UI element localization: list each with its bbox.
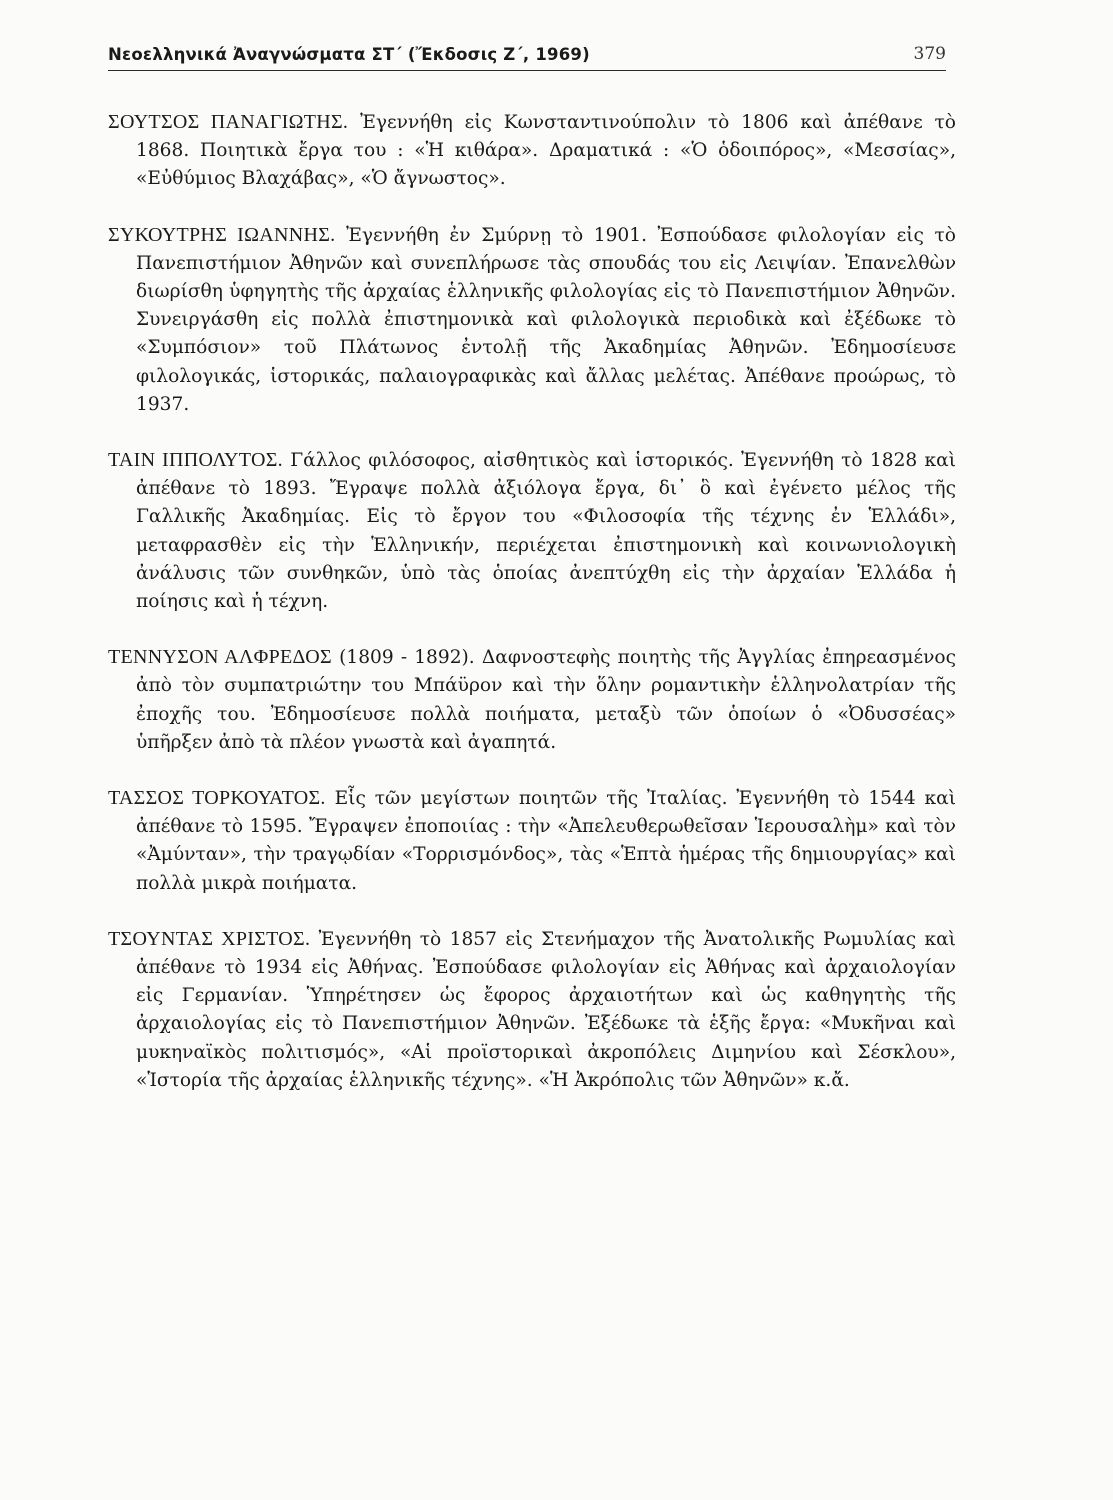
entry-soutsos <box>108 108 956 194</box>
entries-list <box>108 108 956 1122</box>
entry-text: Γάλλος φιλόσοφος, αἰσθητικὸς καὶ ἱστορικός. Ἐγεννήθη τὸ 1828 καὶ ἀπέθανε τὸ 1893. Ἔγραψε πολλὰ ἀξιόλογα ἔργα, δι᾽ ὃ καὶ ἐγένετο μέλος τῆς Γαλλικῆς Ἀκαδημίας. Εἰς τὸ ἔργον του «Φιλοσοφία τῆς τέχνης ἐν Ἑλλάδι», μεταφρασθὲν εἰς τὴν Ἑλληνικήν, περιέχεται ἐπιστημονικὴ καὶ κοινωνιολογικὴ ἀνάλυσις τῶν συνθηκῶν, ὑπὸ τὰς ὁποίας ἀνεπτύχθη εἰς τὴν ἀρχαίαν Ἑλλάδα ἡ ποίησις καὶ ἡ τέχνη. <box>136 450 957 613</box>
entry-name: ΣΥΚΟΥΤΡΗΣ ΙΩΑΝΝΗΣ. <box>108 223 336 246</box>
entry-name: ΤΑΣΣΟΣ ΤΟΡΚΟΥΑΤΟΣ. <box>108 787 326 810</box>
entry-tennyson <box>108 643 956 757</box>
entry-tassos <box>108 784 956 898</box>
entry-tsountas <box>108 925 956 1095</box>
entry-text: Ἐγεννήθη ἐν Σμύρνῃ τὸ 1901. Ἐσπούδασε φιλολογίαν εἰς τὸ Πανεπιστήμιον Ἀθηνῶν καὶ συνεπλήρωσε τὰς σπουδάς του εἰς Λειψίαν. Ἐπανελθὼν διωρίσθη ὑφηγητὴς τῆς ἀρχαίας ἑλληνικῆς φιλολογίας εἰς τὸ Πανεπιστήμιον Ἀθηνῶν. Συνειργάσθη εἰς πολλὰ ἐπιστημονικὰ καὶ φιλολογικὰ περιοδικὰ καὶ ἐξέδωκε τὸ «Συμπόσιον» τοῦ Πλάτωνος ἐντολῇ τῆς Ἀκαδημίας Ἀθηνῶν. Ἐδημοσίευσε φιλολογικάς, ἱστορικάς, παλαιογραφικὰς καὶ ἄλλας μελέτας. Ἀπέθανε προώρως, τὸ 1937. <box>136 224 956 415</box>
entry-text: (1809 - 1892). Δαφνοστεφὴς ποιητὴς τῆς Ἀγγλίας ἐπηρεασμένος ἀπὸ τὸν συμπατριώτην του Μπάϋρον καὶ τὴν ὅλην ρομαντικὴν ἑλληνολατρίαν τῆς ἐποχῆς του. Ἐδημοσίευσε πολλὰ ποιήματα, μεταξὺ τῶν ὁποίων ὁ «Ὀδυσσέας» ὑπῆρξεν ἀπὸ τὰ πλέον γνωστὰ καὶ ἀγαπητά. <box>136 647 957 753</box>
running-header <box>108 38 946 71</box>
entry-text: Εἷς τῶν μεγίστων ποιητῶν τῆς Ἰταλίας. Ἐγεννήθη τὸ 1544 καὶ ἀπέθανε τὸ 1595. Ἔγραψεν ἐποποιίας : τὴν «Ἀπελευθερωθεῖσαν Ἱερουσαλὴμ» καὶ τὸν «Ἀμύνταν», τὴν τραγῳδίαν «Τορρισμόνδος», τὰς «Ἑπτὰ ἡμέρας τῆς δημιουργίας» καὶ πολλὰ μικρὰ ποιήματα. <box>136 788 956 894</box>
page-number: 379 <box>913 44 946 64</box>
entry-name: ΣΟΥΤΣΟΣ ΠΑΝΑΓΙΩΤΗΣ. <box>108 111 349 133</box>
entry-sykoutris <box>108 221 956 419</box>
entry-name: ΤΣΟΥΝΤΑΣ ΧΡΙΣΤΟΣ. <box>108 927 311 950</box>
entry-name: ΤΑΙΝ ΙΠΠΟΛΥΤΟΣ. <box>108 449 283 472</box>
entry-name: ΤΕΝΝΥΣΟΝ ΑΛΦΡΕΔΟΣ <box>108 646 332 669</box>
entry-text: Ἐγεννήθη εἰς Κωνσταντινούπολιν τὸ 1806 καὶ ἀπέθανε τὸ 1868. Ποιητικὰ ἔργα του : «Ἡ κιθάρα». Δραματικά : «Ὁ ὁδοιπόρος», «Μεσσίας», «Εὐθύμιος Βλαχάβας», «Ὁ ἄγνωστος». <box>136 112 956 190</box>
header-title: Νεοελληνικά Ἀναγνώσματα ΣΤ΄ (Ἔκδοσις Ζ΄, 1969) <box>108 45 590 64</box>
entry-tain <box>108 446 956 616</box>
entry-text: Ἐγεννήθη τὸ 1857 εἰς Στενήμαχον τῆς Ἀνατολικῆς Ρωμυλίας καὶ ἀπέθανε τὸ 1934 εἰς Ἀθήνας. Ἐσπούδασε φιλολογίαν εἰς Ἀθήνας καὶ ἀρχαιολογίαν εἰς Γερμανίαν. Ὑπηρέτησεν ὡς ἔφορος ἀρχαιοτήτων καὶ ὡς καθηγητὴς τῆς ἀρχαιολογίας εἰς τὸ Πανεπιστήμιον Ἀθηνῶν. Ἐξέδωκε τὰ ἑξῆς ἔργα: «Μυκῆναι καὶ μυκηναϊκὸς πολιτισμός», «Αἱ προϊστορικαὶ ἀκροπόλεις Διμηνίου καὶ Σέσκλου», «Ἱστορία τῆς ἀρχαίας ἑλληνικῆς τέχνης». «Ἡ Ἀκρόπολις τῶν Ἀθηνῶν» κ.ἄ. <box>136 928 956 1091</box>
